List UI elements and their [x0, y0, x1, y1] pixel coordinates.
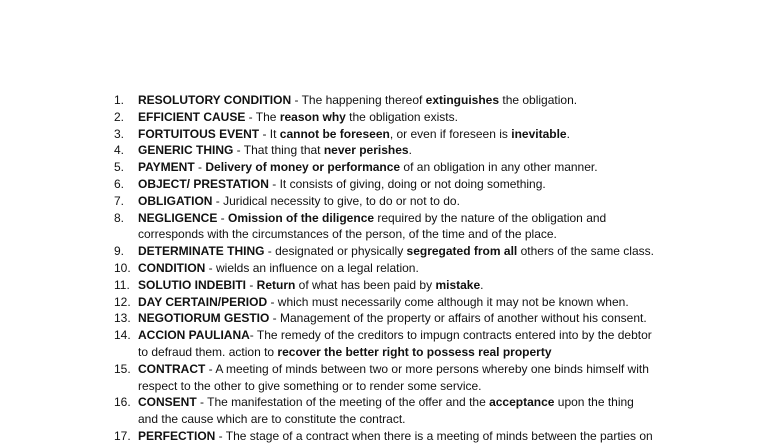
list-item — [114, 92, 714, 109]
bold-text: inevitable — [511, 126, 567, 141]
item-line — [138, 210, 714, 227]
list-item — [114, 176, 714, 193]
item-line — [138, 260, 714, 277]
item-number: 14. — [114, 328, 131, 343]
list-item — [114, 294, 714, 311]
bold-text: Omission of the diligence — [228, 210, 375, 225]
item-text: - — [217, 210, 229, 225]
item-line — [138, 243, 714, 260]
item-line — [138, 193, 714, 210]
item-number: 15. — [114, 361, 131, 376]
item-text: . — [480, 277, 484, 292]
item-text: upon the thing — [554, 395, 634, 410]
item-text: - — [246, 277, 257, 292]
bold-text: PERFECTION — [138, 428, 216, 443]
item-line — [138, 411, 714, 428]
bold-text: FORTUITOUS EVENT — [138, 126, 260, 141]
bold-text: NEGLIGENCE — [138, 210, 218, 225]
item-number: 1. — [114, 93, 125, 107]
item-text: , or even if foreseen is — [389, 126, 512, 141]
item-text: of an obligation in any other manner. — [400, 160, 598, 175]
bold-text: ACCION PAULIANA — [138, 328, 250, 343]
item-number: 3. — [114, 126, 125, 141]
list-item — [114, 260, 714, 277]
bold-text: cannot be foreseen — [279, 126, 390, 141]
bold-text: extinguishes — [425, 93, 500, 107]
item-text: corresponds with the circumstances of the person, of the time and of the place. — [138, 227, 557, 242]
list-item — [114, 394, 714, 428]
bold-text: Delivery of money or performance — [205, 160, 401, 175]
item-text: . — [408, 143, 412, 158]
item-text: and the cause which are to constitute the contract. — [138, 412, 406, 427]
item-line — [138, 142, 714, 159]
item-line — [138, 277, 714, 294]
bold-text: CONDITION — [138, 260, 206, 275]
item-text: to defraud them. action to — [138, 344, 278, 359]
item-number: 7. — [114, 193, 125, 208]
bold-text: EFFICIENT CAUSE — [138, 109, 246, 124]
item-line — [138, 310, 714, 327]
list-item — [114, 243, 714, 260]
bold-text: PAYMENT — [138, 160, 195, 175]
bold-text: acceptance — [489, 395, 555, 410]
item-number: 6. — [114, 176, 125, 191]
item-text: respect to the other to give something or to render some service. — [138, 378, 482, 393]
item-text: - The manifestation of the meeting of the offer and the — [196, 395, 490, 410]
list-item — [114, 327, 714, 361]
item-line — [138, 378, 714, 395]
item-text: others of the same class. — [517, 244, 654, 259]
list-item — [114, 142, 714, 159]
item-number: 11. — [114, 277, 130, 292]
bold-text: mistake — [435, 277, 481, 292]
item-number: 10. — [114, 260, 131, 275]
item-text: - The happening thereof — [291, 93, 426, 107]
item-line — [138, 176, 714, 193]
item-number: 9. — [114, 244, 125, 259]
list-item — [114, 277, 714, 294]
item-line — [138, 361, 714, 378]
list-item — [114, 210, 714, 244]
bold-text: reason why — [279, 109, 346, 124]
item-number: 2. — [114, 109, 125, 124]
bold-text: DETERMINATE THING — [138, 244, 265, 259]
item-text: - The stage of a contract when there is a meeting of minds between the parties on — [215, 428, 653, 443]
item-text: - Management of the property or affairs of another without his consent. — [269, 311, 647, 326]
list-item — [114, 361, 714, 395]
bold-text: RESOLUTORY CONDITION — [138, 93, 292, 107]
list-item — [114, 310, 714, 327]
item-text: - Juridical necessity to give, to do or not to do. — [212, 193, 460, 208]
definitions-list — [114, 92, 714, 445]
bold-text: OBJECT/ PRESTATION — [138, 176, 269, 191]
list-item — [114, 159, 714, 176]
bold-text: OBLIGATION — [138, 193, 213, 208]
bold-text: SOLUTIO INDEBITI — [138, 277, 246, 292]
item-number: 4. — [114, 143, 125, 158]
bold-text: NEGOTIORUM GESTIO — [138, 311, 270, 326]
item-text: required by the nature of the obligation and — [374, 210, 607, 225]
item-number: 17. — [114, 428, 131, 443]
item-text: of what has been paid by — [295, 277, 436, 292]
item-number: 13. — [114, 311, 131, 326]
item-text: - That thing that — [233, 143, 324, 158]
item-text: - It — [259, 126, 280, 141]
item-number: 8. — [114, 210, 125, 225]
item-text: - A meeting of minds between two or more persons whereby one binds himself with — [205, 361, 649, 376]
item-line — [138, 327, 714, 344]
list-item — [114, 126, 714, 143]
item-line — [138, 109, 714, 126]
bold-text: recover the better right to possess real property — [277, 344, 552, 359]
item-text: - It consists of giving, doing or not doing something. — [268, 176, 546, 191]
item-line — [138, 226, 714, 243]
bold-text: DAY CERTAIN/PERIOD — [138, 294, 268, 309]
bold-text: CONSENT — [138, 395, 197, 410]
item-text: - — [194, 160, 206, 175]
bold-text: CONTRACT — [138, 361, 206, 376]
item-line — [138, 159, 714, 176]
bold-text: Return — [256, 277, 296, 292]
item-text: the obligation. — [499, 93, 578, 107]
item-line — [138, 344, 714, 361]
item-text: - wields an influence on a legal relation. — [205, 260, 419, 275]
item-line — [138, 126, 714, 143]
bold-text: GENERIC THING — [138, 143, 234, 158]
item-line — [138, 294, 714, 311]
item-text: - The remedy of the creditors to impugn contracts entered into by the debtor — [249, 328, 652, 343]
bold-text: never perishes — [323, 143, 409, 158]
item-line — [138, 428, 714, 445]
item-number: 12. — [114, 294, 131, 309]
item-text: the obligation exists. — [345, 109, 458, 124]
item-text: - The — [245, 109, 280, 124]
item-text: . — [566, 126, 570, 141]
list-item — [114, 428, 714, 445]
item-line — [138, 92, 714, 109]
item-text: - which must necessarily come although it may not be known when. — [267, 294, 629, 309]
item-number: 16. — [114, 395, 131, 410]
item-text: - designated or physically — [264, 244, 407, 259]
list-item — [114, 109, 714, 126]
item-line — [138, 394, 714, 411]
item-number: 5. — [114, 160, 125, 175]
bold-text: segregated from all — [406, 244, 518, 259]
list-item — [114, 193, 714, 210]
